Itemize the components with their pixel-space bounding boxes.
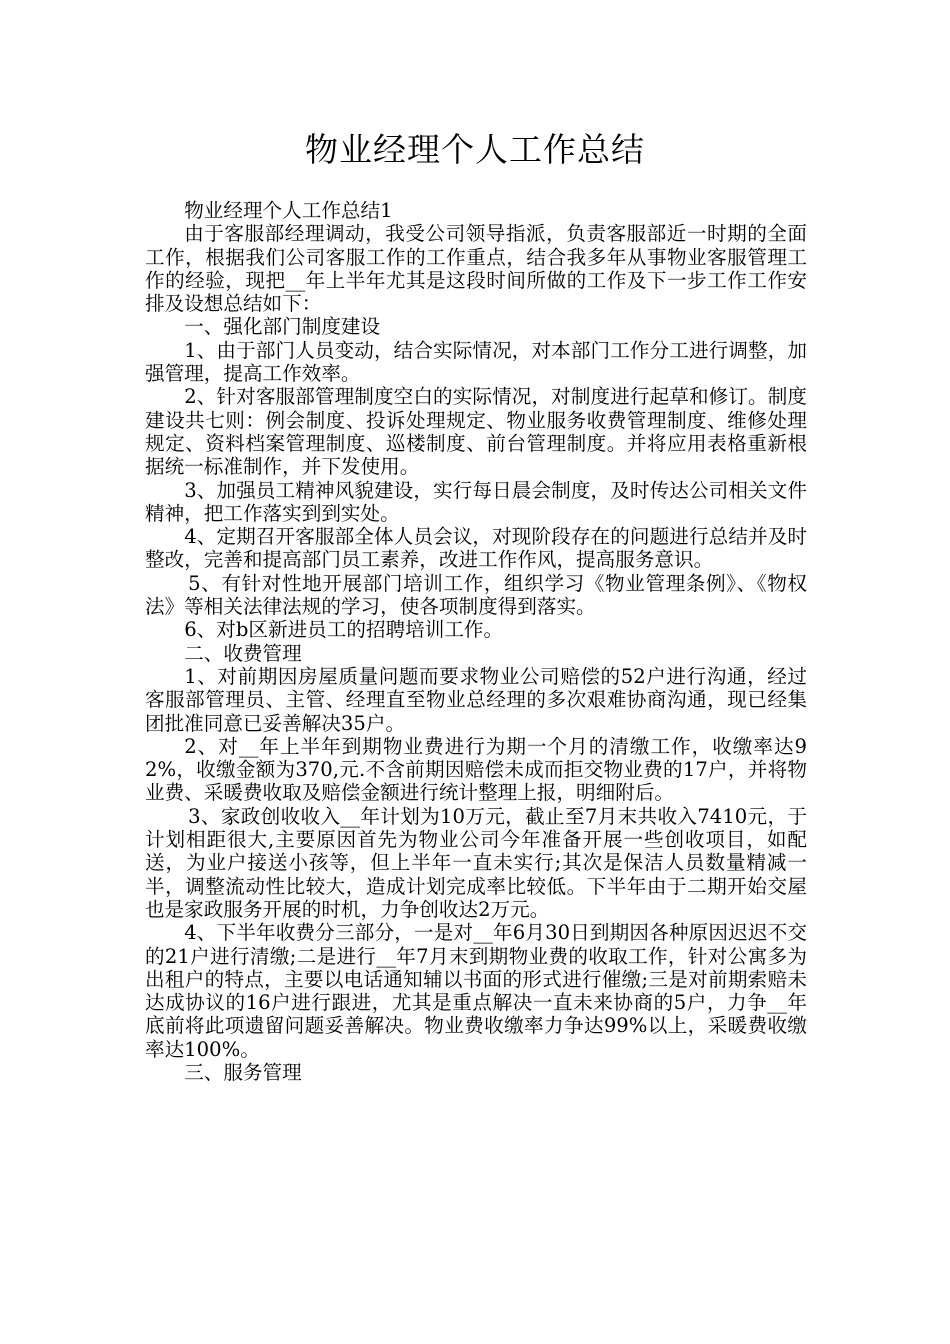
document-body [145, 199, 807, 1084]
section-heading-1: 一、强化部门制度建设 [184, 315, 381, 339]
list-item: 3、加强员工精神风貌建设，实行每日晨会制度，及时传达公司相关文件精神，把工作落实到到实处。 [145, 478, 807, 525]
list-item: 4、定期召开客服部全体人员会议，对现阶段存在的问题进行总结并及时整改，完善和提高部门员工素养，改进工作作风，提高服务意识。 [145, 525, 807, 572]
intro-paragraph: 由于客服部经理调动，我受公司领导指派，负责客服部近一时期的全面工作，根据我们公司客服工作的工作重点，结合我多年从事物业客服管理工作的经验，现把__年上半年尤其是这段时间所做的工作及下一步工作工作安排及设想总结如下： [145, 222, 807, 316]
list-item: 5、有针对性地开展部门培训工作，组织学习《物业管理条例》、《物权法》等相关法律法规的学习，使各项制度得到落实。 [145, 571, 807, 619]
list-item: 6、对b区新进员工的招聘培训工作。 [184, 618, 504, 642]
list-item: 3、家政创收收入__年计划为10万元，截止至7月末共收入7410元，于计划相距很大,主要原因首先为物业公司今年准备开展一些创收项目，如配送，为业户接送小孩等，但上半年一直未实行;其次是保洁人员数量精减一半，调整流动性比较大，造成计划完成率比较低。下半年由于二期开始交屋也是家政服务开展的时机，力争创收达2万元。 [145, 804, 807, 921]
list-item: 1、由于部门人员变动，结合实际情况，对本部门工作分工进行调整，加强管理，提高工作效率。 [145, 338, 807, 386]
list-item: 2、针对客服部管理制度空白的实际情况，对制度进行起草和修订。制度建设共七则：例会制度、投诉处理规定、物业服务收费管理制度、维修处理规定、资料档案管理制度、巡楼制度、前台管理制度。并将应用表格重新根据统一标准制作，并下发使用。 [145, 385, 807, 479]
list-item: 4、下半年收费分三部分，一是对__年6月30日到期因各种原因迟迟不交的21户进行清缴;二是进行__年7月末到期物业费的收取工作，针对公寓多为出租户的特点，主要以电话通知辅以书面的形式进行催缴;三是对前期索赔未达成协议的16户进行跟进，尤其是重点解决一直未来协商的5户，力争__年底前将此项遗留问题妥善解决。物业费收缴率力争达99%以上，采暖费收缴率达100%。 [145, 921, 807, 1061]
section-subtitle: 物业经理个人工作总结1 [184, 199, 393, 222]
section-heading-3: 三、服务管理 [184, 1060, 302, 1084]
document-title: 物业经理个人工作总结 [305, 130, 645, 169]
list-item: 1、对前期因房屋质量问题而要求物业公司赔偿的52户进行沟通，经过客服部管理员、主管、经理直至物业总经理的多次艰难协商沟通，现已经集团批准同意已妥善解决35户。 [145, 664, 807, 735]
section-heading-2: 二、收费管理 [184, 641, 302, 665]
list-item: 2、对__年上半年到期物业费进行为期一个月的清缴工作，收缴率达92%，收缴金额为370,元.不含前期因赔偿未成而拒交物业费的17户，并将物业费、采暖费收取及赔偿金额进行统计整理上报，明细附后。 [145, 734, 807, 805]
